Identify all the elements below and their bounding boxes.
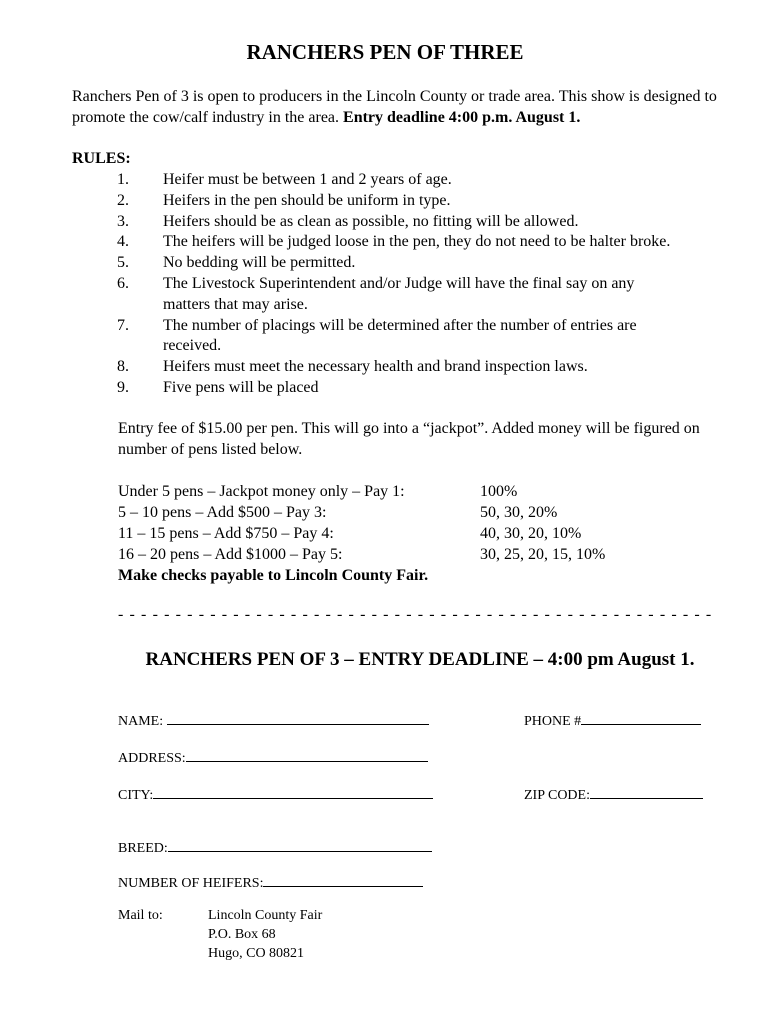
heifers-label: NUMBER OF HEIFERS: xyxy=(118,876,264,891)
payout-value: 100% xyxy=(480,483,518,500)
phone-field-row xyxy=(524,711,701,730)
phone-label: PHONE # xyxy=(524,714,582,729)
breed-field[interactable] xyxy=(168,838,432,852)
cut-line-separator: - - - - - - - - - - - - - - - - - - - - - - - - - - - - - - - - - - - - - - - - - - - - - - - - - - - - xyxy=(118,606,713,623)
payout-label: Under 5 pens – Jackpot money only – Pay 1: xyxy=(118,483,405,500)
address-field[interactable] xyxy=(186,748,428,762)
rule-item xyxy=(0,357,733,378)
city-field[interactable] xyxy=(153,785,433,799)
rule-item xyxy=(0,212,733,233)
rule-text: Heifers in the pen should be uniform in type. xyxy=(163,191,451,209)
heifers-field-row xyxy=(118,873,423,892)
heifers-field[interactable] xyxy=(263,873,423,887)
rule-text: The number of placings will be determined after the number of entries are received. xyxy=(163,316,637,355)
city-field-row xyxy=(118,785,433,804)
rule-item xyxy=(0,274,683,316)
rule-item xyxy=(0,170,733,191)
rule-number: 6. xyxy=(117,274,129,292)
payout-value: 30, 25, 20, 15, 10% xyxy=(480,546,606,563)
rule-number: 4. xyxy=(117,233,129,251)
payout-value: 40, 30, 20, 10% xyxy=(480,525,582,542)
rule-number: 1. xyxy=(117,171,129,188)
payout-label: 11 – 15 pens – Add $750 – Pay 4: xyxy=(118,525,334,542)
mail-address-line: Lincoln County Fair xyxy=(208,908,323,923)
rule-text: The heifers will be judged loose in the pen, they do not need to be halter broke. xyxy=(163,233,671,251)
intro-deadline: Entry deadline 4:00 p.m. August 1. xyxy=(343,109,581,126)
zip-label: ZIP CODE: xyxy=(524,788,590,803)
rule-number: 5. xyxy=(117,254,129,272)
rule-number: 9. xyxy=(117,378,129,396)
rule-number: 7. xyxy=(117,316,129,334)
rule-item xyxy=(0,232,733,253)
rules-list xyxy=(0,170,733,399)
breed-label: BREED: xyxy=(118,841,168,856)
rule-text: Heifers must meet the necessary health and brand inspection laws. xyxy=(163,358,588,376)
intro-text: Ranchers Pen of 3 is open to producers in the Lincoln County or trade area. This show is designed to promote the cow/calf industry in the area. xyxy=(72,88,717,126)
page-title: RANCHERS PEN OF THREE xyxy=(246,40,524,64)
breed-field-row xyxy=(118,838,432,857)
rule-item xyxy=(0,191,733,212)
rule-text: The Livestock Superintendent and/or Judge will have the final say on any matters that may arise. xyxy=(163,274,635,313)
zip-field[interactable] xyxy=(590,785,703,799)
address-label: ADDRESS: xyxy=(118,751,186,766)
rule-text: Heifer must be between 1 and 2 years of age. xyxy=(163,171,452,188)
rule-number: 2. xyxy=(117,191,129,209)
rule-item xyxy=(0,253,733,274)
rule-item xyxy=(0,316,693,358)
checks-payable-note: Make checks payable to Lincoln County Fair. xyxy=(118,567,429,584)
entry-form-title: RANCHERS PEN OF 3 – ENTRY DEADLINE – 4:00 pm August 1. xyxy=(145,649,695,670)
rule-text: Five pens will be placed xyxy=(163,378,319,396)
name-field[interactable] xyxy=(167,711,429,725)
city-label: CITY: xyxy=(118,788,154,803)
payout-label: 16 – 20 pens – Add $1000 – Pay 5: xyxy=(118,546,343,563)
rules-heading: RULES: xyxy=(72,150,131,167)
mail-to-label: Mail to: xyxy=(118,908,163,923)
rule-number: 8. xyxy=(117,358,129,376)
rule-text: Heifers should be as clean as possible, no fitting will be allowed. xyxy=(163,212,579,230)
intro-paragraph xyxy=(72,86,732,128)
rule-item xyxy=(0,378,733,399)
zip-field-row xyxy=(524,785,703,804)
entry-fee-paragraph: Entry fee of $15.00 per pen. This will go into a “jackpot”. Added money will be figured on number of pens listed below. xyxy=(118,420,700,458)
payout-label: 5 – 10 pens – Add $500 – Pay 3: xyxy=(118,504,327,521)
name-label: NAME: xyxy=(118,714,164,729)
phone-field[interactable] xyxy=(581,711,701,725)
rule-text: No bedding will be permitted. xyxy=(163,254,356,272)
address-field-row xyxy=(118,748,428,767)
payout-value: 50, 30, 20% xyxy=(480,504,558,521)
rule-number: 3. xyxy=(117,212,129,230)
name-field-row xyxy=(118,711,429,730)
mail-address-line: P.O. Box 68 xyxy=(208,927,276,942)
mail-address-line: Hugo, CO 80821 xyxy=(208,946,305,961)
